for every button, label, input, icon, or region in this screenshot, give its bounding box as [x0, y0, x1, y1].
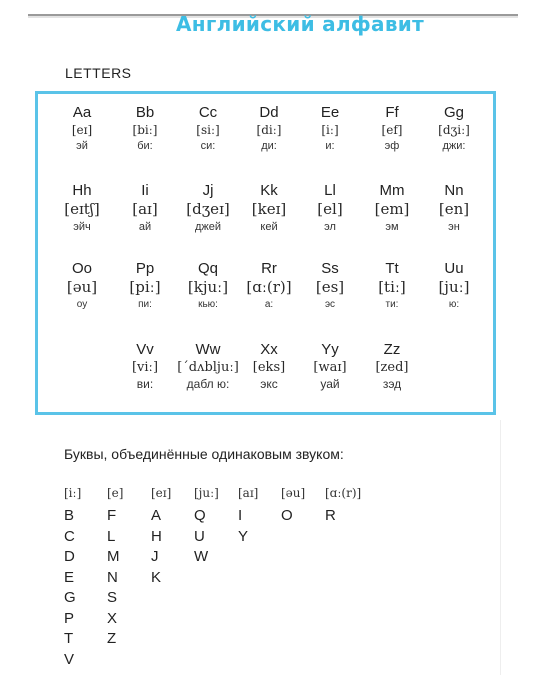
letter: Rr	[261, 260, 277, 277]
letter: Mm	[379, 182, 405, 199]
grouped-letter: P	[64, 609, 75, 627]
letter: Vv	[136, 341, 154, 358]
sound-transcription: [e]	[107, 486, 124, 500]
alphabet-cell	[299, 260, 361, 310]
grouped-letter: O	[281, 507, 293, 524]
transcription: [es]	[315, 278, 345, 296]
letter: Oo	[71, 260, 92, 277]
alphabet-cell	[423, 182, 485, 233]
alphabet-cell	[299, 104, 361, 152]
sound-grouping-heading: Буквы, объединённые одинаковым звуком:	[64, 446, 344, 462]
grouped-letter: D	[64, 548, 75, 565]
letter: Ff	[385, 104, 399, 121]
grouped-letter: J	[151, 548, 159, 565]
grouped-letter: U	[194, 527, 205, 545]
letter: Gg	[443, 104, 464, 121]
alphabet-cell	[361, 182, 423, 233]
transcription: [ef]	[381, 123, 403, 137]
letter: Qq	[197, 260, 218, 277]
transcription: [viː]	[131, 360, 159, 375]
russian-reading: ай	[138, 221, 152, 233]
letter: Cc	[198, 104, 218, 121]
russian-reading: а:	[264, 299, 274, 310]
alphabet-cell	[238, 182, 300, 233]
transcription: [iː]	[321, 123, 339, 137]
alphabet-cell	[238, 104, 300, 152]
sound-transcription: [eɪ]	[151, 486, 172, 500]
transcription: [waɪ]	[313, 360, 347, 375]
letter: Uu	[444, 260, 464, 277]
letter: Pp	[135, 260, 155, 277]
grouped-letter: L	[107, 527, 116, 545]
transcription: [eɪ]	[71, 123, 93, 137]
alphabet-cell	[177, 182, 239, 233]
alphabet-table	[35, 91, 496, 415]
alphabet-cell	[361, 341, 423, 391]
russian-reading: ви:	[136, 377, 154, 391]
russian-reading: эф	[384, 140, 400, 152]
grouped-letter: S	[107, 589, 118, 606]
alphabet-cell	[51, 182, 113, 233]
grouped-letter: B	[64, 507, 75, 524]
letter: Aa	[72, 104, 92, 121]
russian-reading: эм	[385, 221, 399, 233]
russian-reading: ди:	[261, 140, 277, 152]
grouped-letter: N	[107, 568, 118, 586]
russian-reading: пи:	[138, 299, 152, 310]
alphabet-cell	[299, 341, 361, 391]
grouped-letter: F	[107, 507, 117, 524]
transcription: [eks]	[252, 360, 286, 375]
transcription: [ɑː(r)]	[246, 278, 292, 296]
transcription: [siː]	[196, 123, 220, 137]
letters-heading: LETTERS	[65, 65, 132, 81]
alphabet-cell	[114, 260, 176, 310]
transcription: [piː]	[129, 278, 161, 296]
letter: Ee	[320, 104, 340, 121]
russian-reading: кью:	[198, 299, 218, 310]
grouped-letter: W	[194, 548, 209, 565]
russian-reading: и:	[325, 140, 335, 152]
transcription: [kjuː]	[187, 278, 229, 296]
sound-transcription: [əu]	[281, 486, 306, 500]
grouped-letter: R	[325, 507, 336, 524]
grouped-letter: I	[238, 507, 243, 524]
sound-transcription: [aɪ]	[238, 486, 259, 500]
letter: Hh	[72, 182, 92, 199]
transcription: [el]	[317, 200, 343, 218]
russian-reading: ю:	[448, 299, 460, 310]
sound-transcription: [iː]	[64, 486, 82, 500]
letter: Ll	[324, 182, 336, 199]
russian-reading: эй	[76, 140, 88, 152]
alphabet-cell	[177, 104, 239, 152]
letter: Kk	[260, 182, 278, 199]
russian-reading: эс	[324, 299, 336, 310]
alphabet-cell	[423, 104, 485, 152]
transcription: [keɪ]	[251, 200, 287, 218]
alphabet-cell	[361, 260, 423, 310]
grouped-letter: X	[107, 609, 118, 627]
grouped-letter: T	[64, 630, 74, 647]
letter: Dd	[259, 104, 279, 121]
letter: Ii	[141, 182, 149, 199]
alphabet-cell	[114, 104, 176, 152]
transcription: [dʒiː]	[438, 123, 470, 137]
alphabet-cell	[361, 104, 423, 152]
letter: Ss	[321, 260, 339, 277]
russian-reading: эйч	[73, 221, 91, 233]
russian-reading: эл	[324, 221, 336, 233]
grouped-letter: M	[107, 548, 120, 565]
russian-reading: оу	[76, 299, 88, 310]
russian-reading: эн	[448, 221, 460, 233]
grouped-letter: E	[64, 568, 75, 586]
grouped-letter: K	[151, 568, 162, 586]
letter: Ww	[195, 341, 221, 358]
transcription: [ˊdʌbljuː]	[177, 360, 239, 375]
russian-reading: джей	[194, 221, 222, 233]
letter: Nn	[444, 182, 464, 199]
alphabet-cell	[51, 104, 113, 152]
alphabet-cell	[114, 341, 176, 391]
letter: Yy	[321, 341, 339, 358]
sound-group	[325, 486, 395, 527]
grouped-letter: C	[64, 527, 75, 545]
russian-reading: зэд	[382, 377, 402, 391]
russian-reading: экс	[260, 377, 278, 391]
page-edge	[500, 420, 501, 675]
letter: Tt	[385, 260, 399, 277]
alphabet-cell	[423, 260, 485, 310]
russian-reading: дабл ю:	[186, 377, 230, 391]
alphabet-cell	[114, 182, 176, 233]
sound-transcription: [ɑː(r)]	[325, 486, 362, 500]
alphabet-cell	[238, 341, 300, 391]
alphabet-cell	[299, 182, 361, 233]
transcription: [juː]	[438, 278, 470, 296]
grouped-letter: H	[151, 527, 162, 545]
transcription: [diː]	[256, 123, 282, 137]
grouped-letter: V	[64, 650, 75, 668]
letter: Zz	[383, 341, 401, 358]
alphabet-cell	[172, 341, 244, 391]
russian-reading: джи:	[442, 140, 466, 152]
letter: Bb	[135, 104, 155, 121]
russian-reading: кей	[260, 221, 278, 233]
transcription: [zed]	[375, 360, 409, 375]
grouped-letter: A	[151, 507, 162, 524]
transcription: [em]	[374, 200, 410, 218]
transcription: [tiː]	[378, 278, 406, 296]
letter: Jj	[202, 182, 214, 199]
russian-reading: би:	[137, 140, 153, 152]
page-title: Английский алфавит	[176, 12, 424, 36]
alphabet-cell	[51, 260, 113, 310]
russian-reading: си:	[200, 140, 216, 152]
grouped-letter: Z	[107, 630, 117, 647]
russian-reading: ти:	[385, 299, 399, 310]
transcription: [aɪ]	[132, 200, 158, 218]
sound-transcription: [juː]	[194, 486, 219, 500]
transcription: [en]	[438, 200, 470, 218]
transcription: [əu]	[66, 278, 98, 296]
transcription: [biː]	[132, 123, 158, 137]
grouped-letter: G	[64, 589, 76, 606]
letter: Xx	[260, 341, 278, 358]
russian-reading: уай	[320, 377, 340, 391]
alphabet-cell	[177, 260, 239, 310]
transcription: [eɪtʃ]	[64, 200, 100, 218]
transcription: [dʒeɪ]	[186, 200, 230, 218]
alphabet-cell	[238, 260, 300, 310]
grouped-letter: Q	[194, 507, 206, 524]
grouped-letter: Y	[238, 527, 249, 545]
